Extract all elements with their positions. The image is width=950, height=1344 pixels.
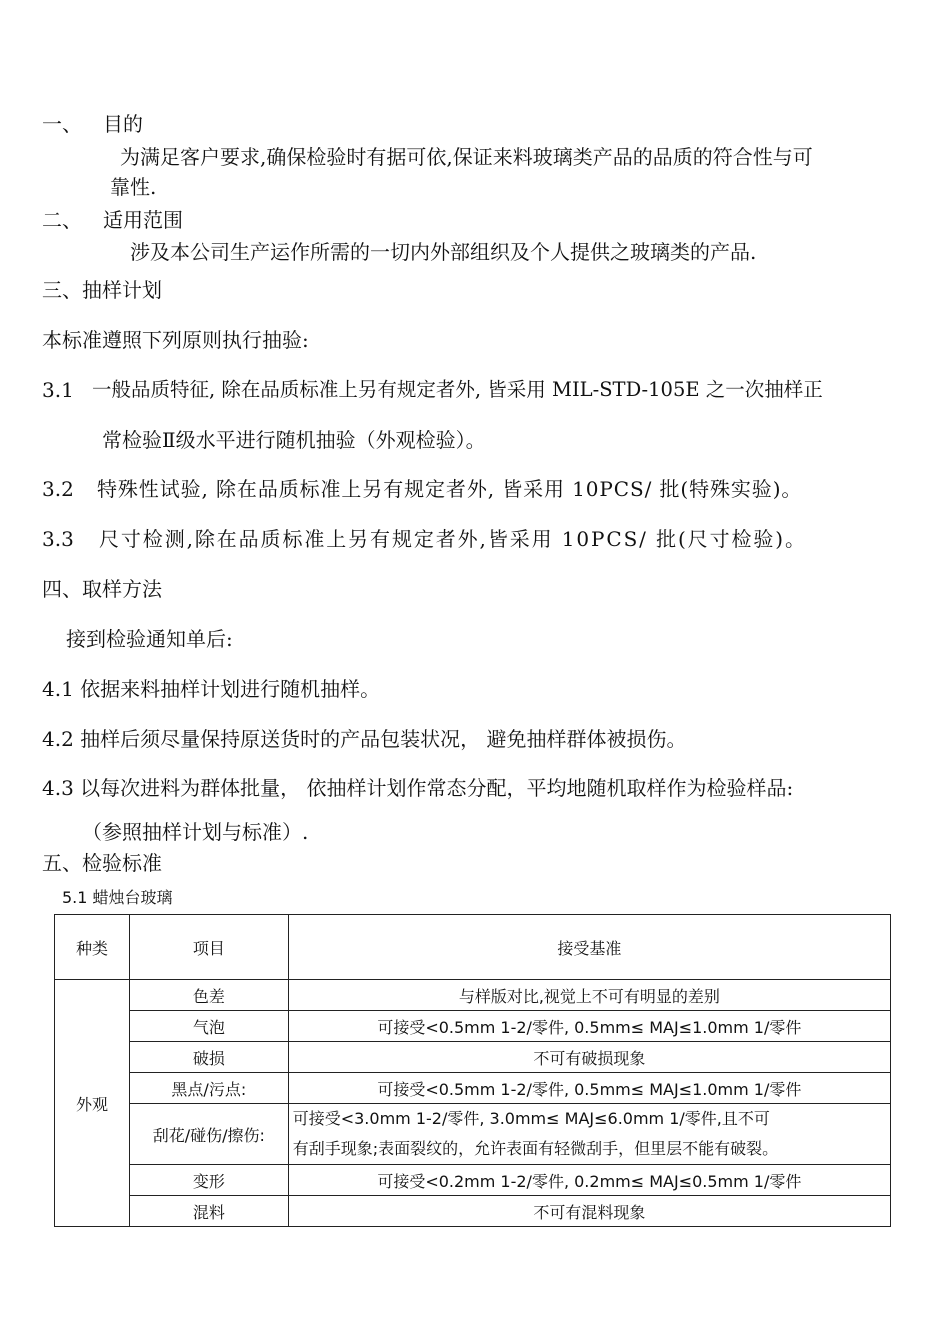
table-row	[55, 1104, 891, 1165]
item-cell: 变形	[129, 1165, 288, 1196]
section-1-body-line-2: 靠性.	[110, 175, 157, 199]
section-3-heading: 三、抽样计划	[42, 278, 162, 302]
criteria-line-b: 有刮手现象;表面裂纹的，允许表面有轻微刮手，但里层不能有破裂。	[292, 1139, 779, 1158]
section-2-number: 二、	[42, 208, 82, 232]
item-3-1-number: 3.1	[42, 378, 74, 402]
criteria-cell: 不可有破损现象	[288, 1042, 890, 1073]
item-4-3-line-b: （参照抽样计划与标准）.	[82, 820, 309, 844]
table-row	[55, 1011, 891, 1042]
section-1-number: 一、	[42, 112, 82, 136]
item-3-1-text-b: 常检验Ⅱ级水平进行随机抽验（外观检验）。	[102, 428, 486, 452]
table-header-row	[55, 915, 891, 980]
item-cell: 混料	[129, 1196, 288, 1227]
header-criteria: 接受基准	[288, 915, 890, 980]
criteria-cell: 与样版对比,视觉上不可有明显的差别	[288, 980, 890, 1011]
item-3-3-number: 3.3	[42, 527, 74, 551]
item-3-3-text: 尺寸检测,除在品质标准上另有规定者外,皆采用 10PCS/ 批(尺寸检验)。	[99, 527, 807, 551]
item-4-2: 4.2 抽样后须尽量保持原送货时的产品包装状况， 避免抽样群体被损伤。	[42, 727, 687, 751]
item-cell: 破损	[129, 1042, 288, 1073]
section-2-body: 涉及本公司生产运作所需的一切内外部组织及个人提供之玻璃类的产品.	[130, 240, 757, 264]
table-row	[55, 980, 891, 1011]
section-4-intro: 接到检验通知单后:	[66, 627, 233, 651]
item-3-2-number: 3.2	[42, 477, 74, 501]
section-1-title: 目的	[103, 112, 143, 136]
table-row	[55, 1073, 891, 1104]
item-cell: 刮花/碰伤/擦伤:	[129, 1104, 288, 1165]
item-cell: 黑点/污点:	[129, 1073, 288, 1104]
table-row	[55, 1042, 891, 1073]
criteria-line-a: 可接受<3.0mm 1-2/零件, 3.0mm≤ MAJ≤6.0mm 1/零件,且不可	[292, 1109, 770, 1128]
criteria-cell	[288, 1104, 890, 1165]
category-cell-appearance: 外观	[55, 980, 130, 1227]
section-4-heading: 四、取样方法	[42, 577, 162, 601]
item-cell: 色差	[129, 980, 288, 1011]
section-2-title: 适用范围	[103, 208, 183, 232]
inspection-standard-table	[54, 914, 891, 1227]
item-4-3-line-a: 4.3 以每次进料为群体批量， 依抽样计划作常态分配，平均地随机取样作为检验样品:	[42, 776, 794, 800]
criteria-cell: 可接受<0.2mm 1-2/零件, 0.2mm≤ MAJ≤0.5mm 1/零件	[288, 1165, 890, 1196]
criteria-cell: 不可有混料现象	[288, 1196, 890, 1227]
section-5-1-subheading: 5.1 蜡烛台玻璃	[62, 888, 173, 907]
criteria-cell: 可接受<0.5mm 1-2/零件, 0.5mm≤ MAJ≤1.0mm 1/零件	[288, 1073, 890, 1104]
section-1-body-line-1: 为满足客户要求,确保检验时有据可依,保证来料玻璃类产品的品质的符合性与可	[120, 145, 813, 169]
item-cell: 气泡	[129, 1011, 288, 1042]
item-3-1-text-a: 一般品质特征, 除在品质标准上另有规定者外, 皆采用 MIL-STD-105E 之一次抽样正	[92, 378, 823, 401]
section-5-heading: 五、检验标准	[42, 851, 162, 875]
section-3-intro: 本标准遵照下列原则执行抽验:	[42, 328, 309, 352]
criteria-cell: 可接受<0.5mm 1-2/零件, 0.5mm≤ MAJ≤1.0mm 1/零件	[288, 1011, 890, 1042]
item-4-1: 4.1 依据来料抽样计划进行随机抽样。	[42, 677, 381, 701]
table-row	[55, 1165, 891, 1196]
item-3-2-text: 特殊性试验, 除在品质标准上另有规定者外, 皆采用 10PCS/ 批(特殊实验)。	[97, 477, 803, 501]
header-item: 项目	[129, 915, 288, 980]
table-row	[55, 1196, 891, 1227]
header-category: 种类	[55, 915, 130, 980]
